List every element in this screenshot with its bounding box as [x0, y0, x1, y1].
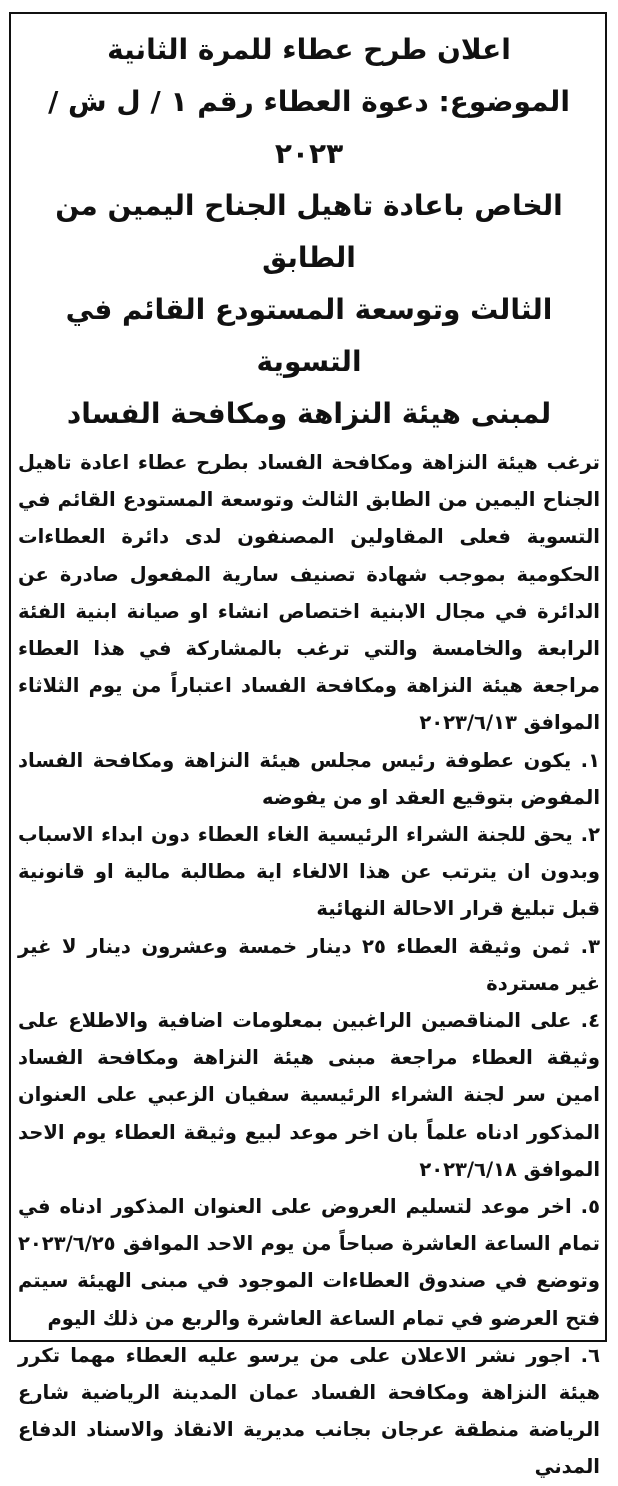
subject-line: الثالث وتوسعة المستودع القائم في التسوية: [65, 293, 553, 378]
subject-line: الخاص باعادة تاهيل الجناح اليمين من الطابق: [55, 189, 563, 274]
tender-notice: [18, 24, 600, 1486]
notice-body: [18, 444, 600, 1486]
condition-item: ٣. ثمن وثيقة العطاء ٢٥ دينار خمسة وعشرون دينار لا غير غير مستردة: [18, 934, 600, 995]
intro-paragraph: ترغب هيئة النزاهة ومكافحة الفساد بطرح عطاء اعادة تاهيل الجناح اليمين من الطابق الثالث وتوسعة المستودع القائم في التسوية فعلى المقاولين المصنفون لدى دائرة العطاءات الحكومية بموجب شهادة تصنيف سارية المفعول صادرة عن الدائرة في مجال الابنية اختصاص انشاء او صيانة ابنية الفئة الرابعة والخامسة والتي ترغب بالمشاركة في هذا العطاء مراجعة هيئة النزاهة ومكافحة الفساد اعتباراً من يوم الثلاثاء الموافق ٢٠٢٣/٦/١٣: [18, 451, 600, 735]
condition-item: ٤. على المناقصين الراغبين بمعلومات اضافية والاطلاع على وثيقة العطاء مراجعة مبنى هيئة النزاهة ومكافحة الفساد امين سر لجنة الشراء الرئيسية سفيان الزعبي على العنوان المذكور ادناه علماً بان اخر موعد لبيع وثيقة العطاء يوم الاحد الموافق ٢٠٢٣/٦/١٨: [18, 1009, 600, 1181]
subject-line: الموضوع: دعوة العطاء رقم ١ / ل ش /٢٠٢٣: [48, 85, 570, 170]
notice-title: [18, 24, 600, 440]
condition-item: ١. يكون عطوفة رئيس مجلس هيئة النزاهة ومكافحة الفساد المفوض بتوقيع العقد او من يفوضه: [18, 748, 600, 809]
condition-item: ٦. اجور نشر الاعلان على من يرسو عليه العطاء مهما تكرر هيئة النزاهة ومكافحة الفساد عمان المدينة الرياضية شارع الرياضة منطقة عرجان بجانب مديرية الانقاذ والاسناد الدفاع المدني: [18, 1343, 600, 1479]
condition-item: ٥. اخر موعد لتسليم العروض على العنوان المذكور ادناه في تمام الساعة العاشرة صباحاً من يوم الاحد الموافق ٢٠٢٣/٦/٢٥ وتوضع في صندوق العطاءات الموجود في مبنى الهيئة سيتم فتح العرضو في تمام الساعة العاشرة والربع من ذلك اليوم: [18, 1195, 600, 1330]
subject-line: لمبنى هيئة النزاهة ومكافحة الفساد: [66, 397, 552, 430]
title-line: اعلان طرح عطاء للمرة الثانية: [107, 33, 511, 66]
condition-item: ٢. يحق للجنة الشراء الرئيسية الغاء العطاء دون ابداء الاسباب وبدون ان يترتب عن هذا الالغاء اية مطالبة مالية او قانونية قبل تبليغ قرار الاحالة النهائية: [18, 823, 600, 921]
